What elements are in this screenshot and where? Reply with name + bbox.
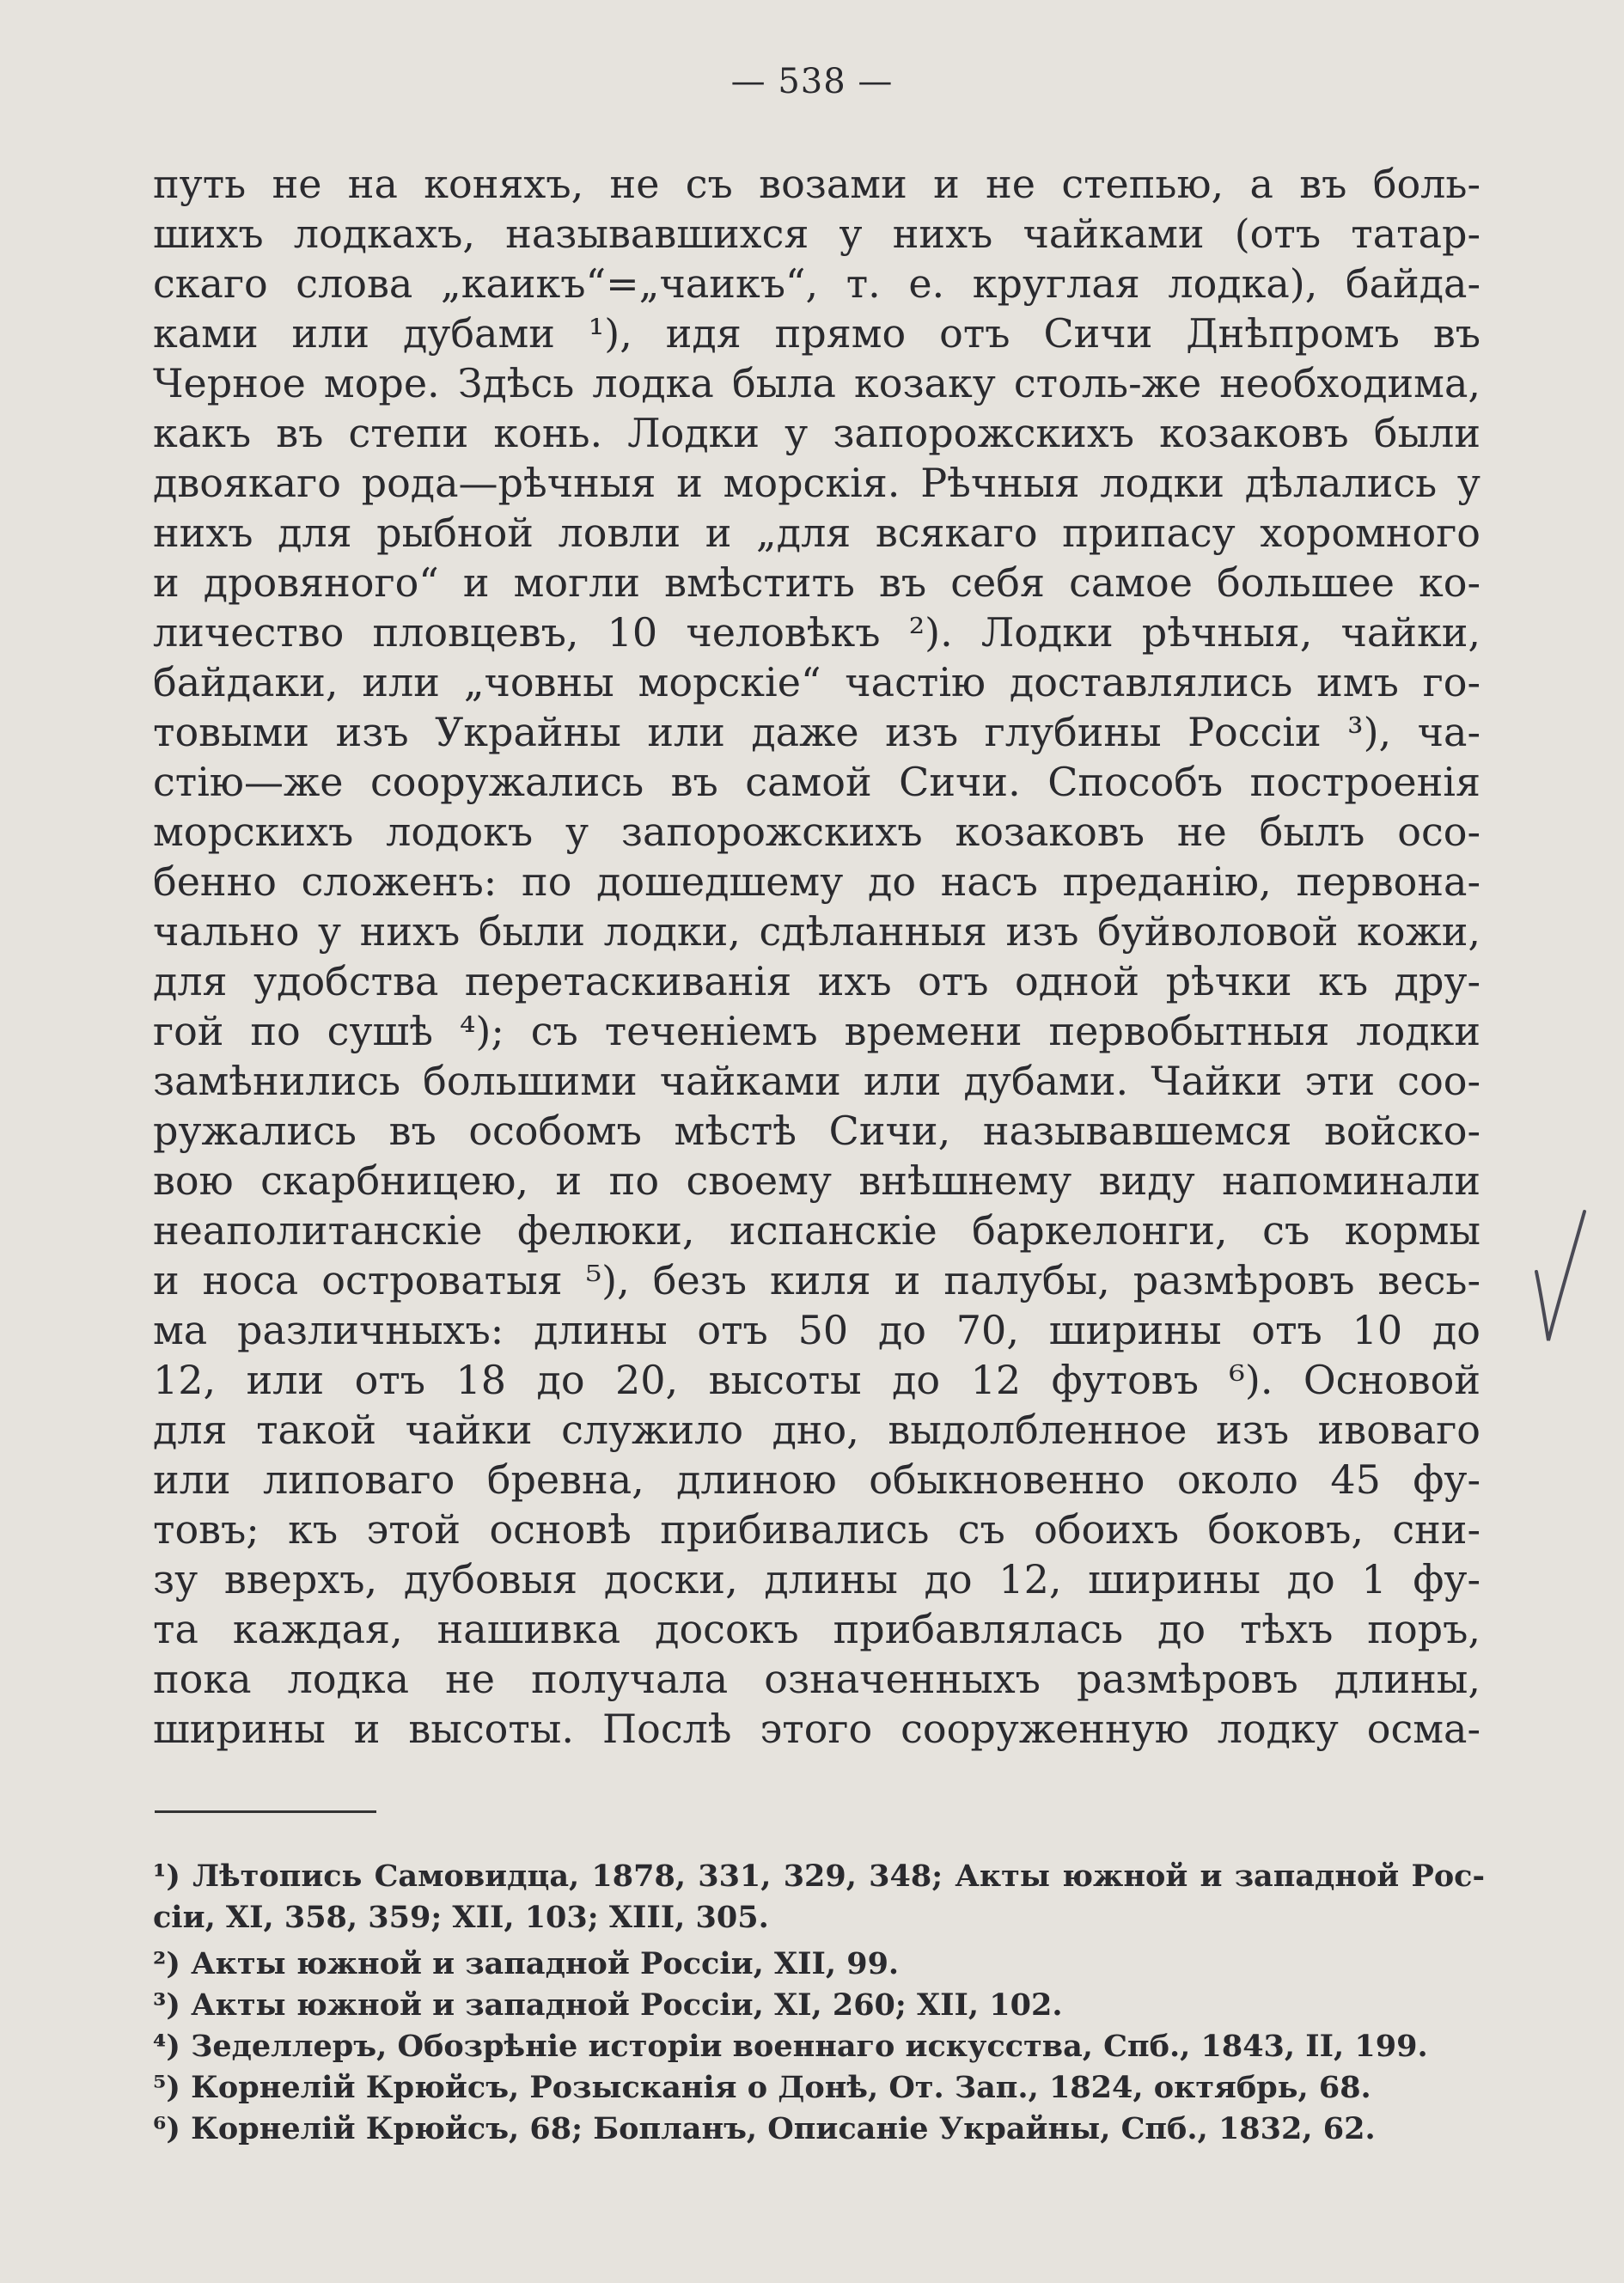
body-line: ружались въ особомъ мѣстѣ Сичи, называвшемся войско- [153,1108,1481,1154]
footnote-line: ¹) Лѣтопись Самовидца, 1878, 331, 329, 348; Акты южной и западной Рос- [153,1859,1485,1894]
body-line: замѣнились большими чайками или дубами. Чайки эти соо- [153,1058,1481,1104]
body-line: неаполитанскіе фелюки, испанскіе баркелонги, съ кормы [153,1207,1481,1254]
body-line: какъ въ степи конь. Лодки у запорожскихъ козаковъ были [153,410,1481,456]
body-line: и носа островатыя ⁵), безъ киля и палубы, размѣровъ весь- [153,1257,1481,1303]
body-line: гой по сушѣ ⁴); съ теченіемъ времени первобытныя лодки [153,1008,1481,1054]
body-line: шихъ лодкахъ, называвшихся у нихъ чайками (отъ татар- [153,211,1481,257]
body-line: личество пловцевъ, 10 человѣкъ ²). Лодки рѣчныя, чайки, [153,609,1481,656]
page-number: — 538 — [730,62,894,101]
footnote-line: сіи, XI, 358, 359; XII, 103; XIII, 305. [153,1900,769,1935]
body-line: та каждая, нашивка досокъ прибавлялась до тѣхъ поръ, [153,1606,1481,1652]
footnote-line: ⁵) Корнелій Крюйсъ, Розысканія о Донѣ, От. Зап., 1824, октябрь, 68. [153,2070,1371,2105]
handwritten-checkmark [1529,1203,1590,1349]
body-line: байдаки, или „човны морскіе“ частію доставлялись имъ го- [153,659,1481,705]
body-line: пока лодка не получала означенныхъ размѣровъ длины, [153,1656,1481,1702]
footnote-line: ⁴) Зеделлеръ, Обозрѣніе исторіи военнаго искусства, Спб., 1843, II, 199. [153,2029,1428,2064]
body-line: нихъ для рыбной ловли и „для всякаго припасу хоромного [153,510,1481,556]
body-line: для такой чайки служило дно, выдолбленное изъ ивоваго [153,1407,1481,1453]
body-line: стію—же сооружались въ самой Сичи. Способъ построенія [153,759,1481,805]
body-line: зу вверхъ, дубовыя доски, длины до 12, ширины до 1 фу- [153,1556,1481,1602]
body-line: для удобства перетаскиванія ихъ отъ одной рѣчки къ дру- [153,958,1481,1004]
body-line: и дровяного“ и могли вмѣстить въ себя самое большее ко- [153,559,1481,606]
footnote-divider [155,1810,376,1813]
body-line: путь не на коняхъ, не съ возами и не степью, а въ боль- [153,161,1481,207]
body-line: чально у нихъ были лодки, сдѣланныя изъ буйволовой кожи, [153,908,1481,955]
body-line: скаго слова „каикъ“=„чаикъ“, т. е. круглая лодка), байда- [153,260,1481,307]
body-line: бенно сложенъ: по дошедшему до насъ преданію, первона- [153,858,1481,905]
body-line: 12, или отъ 18 до 20, высоты до 12 футовъ ⁶). Основой [153,1357,1481,1403]
body-line: Черное море. Здѣсь лодка была козаку столь-же необходима, [153,360,1481,406]
footnote-line: ⁶) Корнелій Крюйсъ, 68; Бопланъ, Описаніе Украйны, Спб., 1832, 62. [153,2111,1376,2146]
body-line: ширины и высоты. Послѣ этого сооруженную лодку осма- [153,1706,1481,1752]
body-line: двоякаго рода—рѣчныя и морскія. Рѣчныя лодки дѣлались у [153,460,1481,506]
body-line: морскихъ лодокъ у запорожскихъ козаковъ не былъ осо- [153,809,1481,855]
body-line: вою скарбницею, и по своему внѣшнему виду напоминали [153,1157,1481,1204]
footnote-line: ²) Акты южной и западной Россіи, XII, 99. [153,1946,900,1981]
body-line: товъ; къ этой основѣ прибивались съ обоихъ боковъ, сни- [153,1506,1481,1553]
body-line: ками или дубами ¹), идя прямо отъ Сичи Днѣпромъ въ [153,310,1481,357]
body-line: или липоваго бревна, длиною обыкновенно около 45 фу- [153,1456,1481,1503]
footnote-line: ³) Акты южной и западной Россіи, XI, 260; XII, 102. [153,1987,1063,2023]
body-line: ма различныхъ: длины отъ 50 до 70, ширины отъ 10 до [153,1307,1481,1353]
body-line: товыми изъ Украйны или даже изъ глубины Россіи ³), ча- [153,709,1481,755]
